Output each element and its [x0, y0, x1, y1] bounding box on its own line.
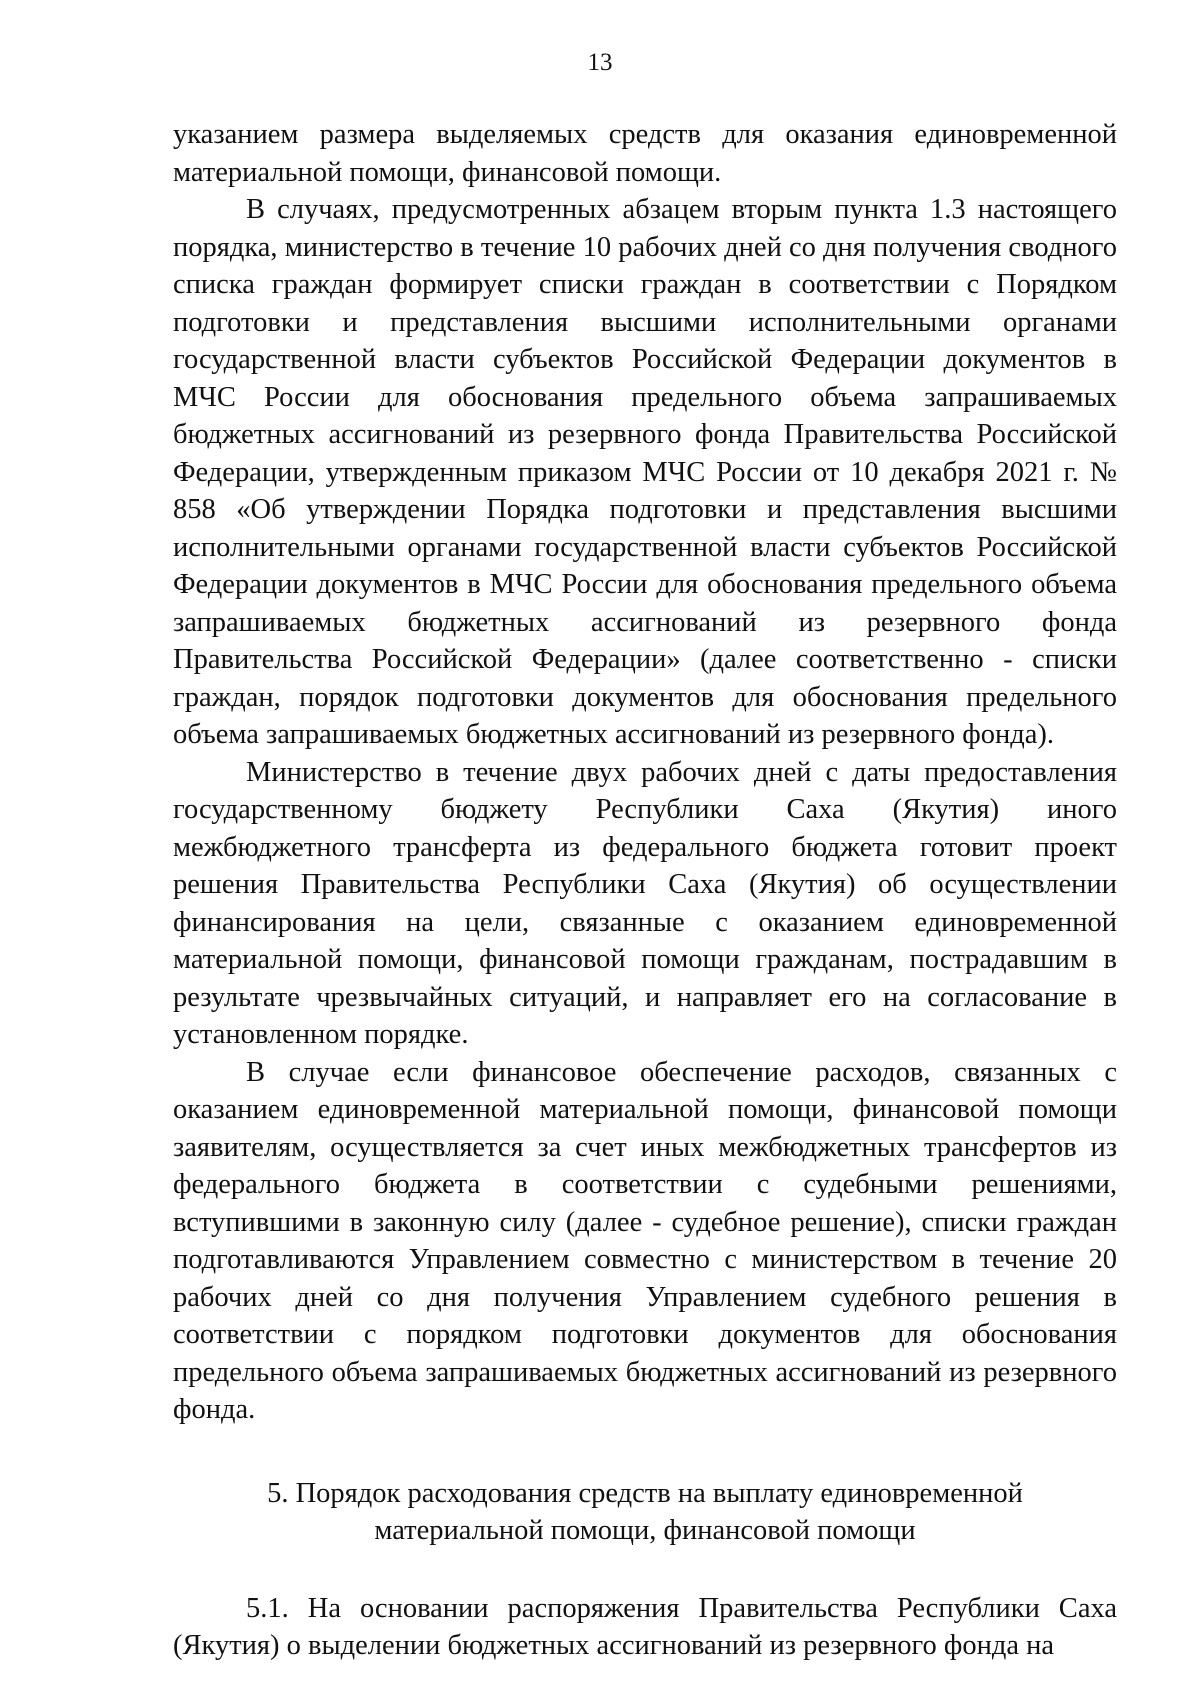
paragraph-ministry-decision: Министерство в течение двух рабочих дней с даты предоставления государственному бюджету Республики Саха (Якутия) иного межбюджетного трансферта из федерального бюджета готовит проект решения Правительства Республики Саха (Якутия) об осуществлении финансирования на цели, связанные с оказанием единовременной материальной помощи, финансовой помощи гражданам, пострадавшим в результате чрезвычайных ситуаций, и направляет его на согласование в установленном порядке.: [173, 756, 1117, 1050]
paragraph-court-decision: В случае если финансовое обеспечение расходов, связанных с оказанием единовременной материальной помощи, финансовой помощи заявителям, осуществляется за счет иных межбюджетных трансфертов из федерального бюджета в соответствии с судебными решениями, вступившими в законную силу (далее - судебное решение), списки граждан подготавливаются Управлением совместно с министерством в течение 20 рабочих дней со дня получения Управлением судебного решения в соответствии с порядком подготовки документов для обоснования предельного объема запрашиваемых бюджетных ассигнований из резервного фонда.: [173, 1056, 1117, 1425]
page-number: 13: [587, 49, 613, 76]
paragraph-5-1: 5.1. На основании распоряжения Правительства Республики Саха (Якутия) о выделении бюджетных ассигнований из резервного фонда на: [173, 1592, 1117, 1661]
document-body: [173, 116, 1117, 1665]
paragraph-lists-formation: В случаях, предусмотренных абзацем вторым пункта 1.3 настоящего порядка, министерство в течение 10 рабочих дней со дня получения сводного списка граждан формирует списки граждан в соответствии с Порядком подготовки и представления высшими исполнительными органами государственной власти субъектов Российской Федерации документов в МЧС России для обоснования предельного объема запрашиваемых бюджетных ассигнований из резервного фонда Правительства Российской Федерации, утвержденным приказом МЧС России от 10 декабря 2021 г. № 858 «Об утверждении Порядка подготовки и представления высшими исполнительными органами государственной власти субъектов Российской Федерации документов в МЧС России для обоснования предельного объема запрашиваемых бюджетных ассигнований из резервного фонда Правительства Российской Федерации» (далее соответственно - списки граждан, порядок подготовки документов для обоснования предельного объема запрашиваемых бюджетных ассигнований из резервного фонда).: [173, 194, 1117, 750]
section-heading: 5. Порядок расходования средств на выплату единовременной материальной помощи, финансовой помощи: [267, 1477, 1023, 1546]
paragraph-continuation: указанием размера выделяемых средств для оказания единовременной материальной помощи, финансовой помощи.: [173, 119, 1117, 188]
